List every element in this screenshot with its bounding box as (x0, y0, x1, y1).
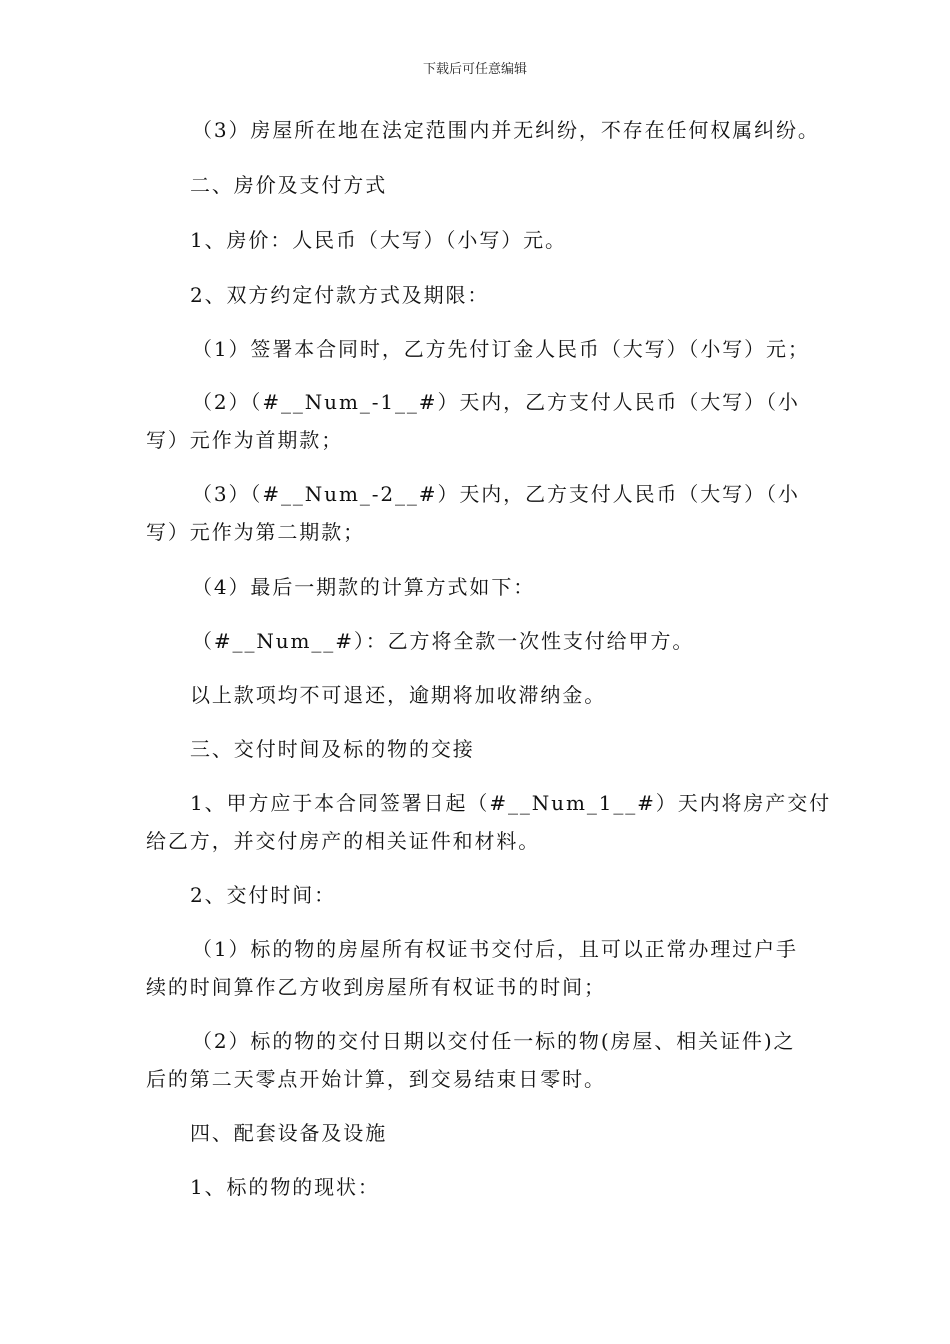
text-line: （#__Num__#）：乙方将全款一次性支付给甲方。 (192, 629, 695, 653)
section-heading: 四、配套设备及设施 (190, 1121, 388, 1145)
text-line: 2、双方约定付款方式及期限： (190, 283, 490, 307)
section-heading: 二、房价及支付方式 (190, 173, 388, 197)
text-line: （3）房屋所在地在法定范围内并无纠纷，不存在任何权属纠纷。 (192, 118, 820, 142)
text-line: （1）标的物的房屋所有权证书交付后，且可以正常办理过户手 (192, 937, 798, 961)
text-line: 写）元作为首期款； (146, 428, 344, 452)
text-line: 1、甲方应于本合同签署日起（#__Num_1__#）天内将房产交付 (190, 791, 832, 815)
text-line: （1）签署本合同时，乙方先付订金人民币（大写）（小写）元； (192, 337, 810, 361)
text-line: 后的第二天零点开始计算，到交易结束日零时。 (146, 1067, 606, 1091)
text-line: 写）元作为第二期款； (146, 520, 365, 544)
text-line: 1、标的物的现状： (190, 1175, 380, 1199)
text-line: （2）标的物的交付日期以交付任一标的物(房屋、相关证件)之 (192, 1029, 796, 1053)
text-line: （2）（#__Num_-1__#）天内，乙方支付人民币（大写）（小 (192, 390, 800, 414)
text-line: 1、房价：人民币（大写）（小写）元。 (190, 228, 567, 252)
page-header: 下载后可任意编辑 (422, 62, 527, 77)
text-line: 以上款项均不可退还，逾期将加收滞纳金。 (190, 683, 607, 707)
text-line: 2、交付时间： (190, 883, 337, 907)
text-line: （4）最后一期款的计算方式如下： (192, 575, 536, 599)
section-heading: 三、交付时间及标的物的交接 (190, 737, 475, 761)
text-line: （3）（#__Num_-2__#）天内，乙方支付人民币（大写）（小 (192, 482, 800, 506)
text-line: 续的时间算作乙方收到房屋所有权证书的时间； (146, 975, 606, 999)
text-line: 给乙方，并交付房产的相关证件和材料。 (146, 829, 541, 853)
